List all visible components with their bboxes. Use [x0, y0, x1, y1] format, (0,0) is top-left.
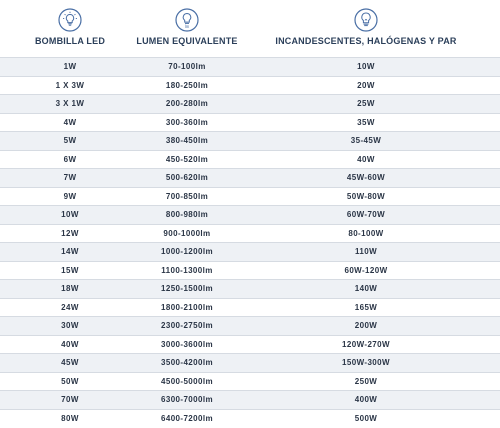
lumen-cell: 900-1000lm: [163, 228, 211, 238]
equivalent-watt-cell: 50W-80W: [346, 191, 386, 201]
lumen-cell: 800-980lm: [165, 210, 209, 219]
table-row: [0, 205, 500, 224]
led-watt-cell: 18W: [61, 284, 79, 293]
led-watt-cell: 7W: [63, 173, 77, 182]
led-watt-cell: 6W: [63, 154, 77, 164]
led-watt-cell: 30W: [61, 321, 79, 330]
equivalent-watt-cell: 25W: [357, 99, 375, 108]
led-bulb-icon: [58, 8, 82, 32]
table-row: [0, 242, 500, 261]
table-row: [0, 298, 500, 317]
lumen-icon-text: lm: [184, 24, 190, 30]
led-watt-cell: 14W: [61, 247, 79, 256]
header-led-label: BOMBILLA LED: [34, 36, 106, 46]
lumen-cell: 200-280lm: [165, 99, 209, 108]
equivalent-watt-cell: 35-45W: [350, 136, 382, 145]
lumen-cell: 500-620lm: [165, 173, 209, 182]
table-header: [0, 0, 500, 57]
table-row: [0, 57, 500, 76]
equivalent-watt-cell: 200W: [354, 321, 378, 330]
table-row: [0, 187, 500, 206]
equivalence-table: [0, 57, 500, 427]
equivalent-watt-cell: 500W: [354, 413, 378, 423]
led-watt-cell: 24W: [61, 302, 79, 312]
lumen-cell: 180-250lm: [165, 80, 209, 90]
lumen-cell: 450-520lm: [165, 154, 209, 164]
equivalent-watt-cell: 80-100W: [348, 228, 384, 238]
equivalent-watt-cell: 400W: [354, 395, 378, 404]
equivalent-watt-cell: 60W-120W: [344, 265, 388, 275]
equivalent-watt-cell: 250W: [354, 376, 378, 386]
table-row: [0, 168, 500, 187]
equivalent-watt-cell: 110W: [354, 247, 378, 256]
lumen-cell: 3000-3600lm: [161, 339, 213, 349]
led-watt-cell: 4W: [63, 117, 77, 127]
table-row: [0, 76, 500, 95]
header-col-led: [22, 0, 118, 57]
header-col-lumen: [130, 0, 244, 57]
lumen-cell: 6400-7200lm: [161, 413, 213, 423]
lumen-cell: 1250-1500lm: [161, 284, 213, 293]
led-watt-cell: 50W: [61, 376, 79, 386]
equivalent-watt-cell: 140W: [354, 284, 378, 293]
lumen-icon: [175, 8, 199, 32]
led-watt-cell: 1W: [63, 62, 77, 71]
lumen-cell: 1800-2100lm: [161, 302, 213, 312]
led-watt-cell: 40W: [61, 339, 79, 349]
led-watt-cell: 10W: [61, 210, 79, 219]
equivalent-watt-cell: 120W-270W: [342, 339, 390, 349]
lumen-cell: 1100-1300lm: [161, 265, 213, 275]
equivalent-watt-cell: 10W: [357, 62, 375, 71]
led-watt-cell: 80W: [61, 413, 79, 423]
table-row: [0, 353, 500, 372]
table-row: [0, 409, 500, 428]
led-watt-cell: 15W: [61, 265, 79, 275]
equivalent-watt-cell: 60W-70W: [346, 210, 386, 219]
lumen-cell: 3500-4200lm: [161, 358, 213, 367]
table-row: [0, 224, 500, 243]
led-watt-cell: 45W: [61, 358, 79, 367]
lumen-cell: 380-450lm: [165, 136, 209, 145]
lumen-cell: 1000-1200lm: [161, 247, 213, 256]
lumen-cell: 700-850lm: [165, 191, 209, 201]
header-lumen-label: LUMEN EQUIVALENTE: [136, 36, 238, 46]
table-row: [0, 113, 500, 132]
table-row: [0, 335, 500, 354]
equivalent-watt-cell: 35W: [357, 117, 375, 127]
equivalent-watt-cell: 45W-60W: [346, 173, 386, 182]
lumen-cell: 2300-2750lm: [161, 321, 213, 330]
led-watt-cell: 12W: [61, 228, 79, 238]
table-row: [0, 372, 500, 391]
header-col-incandescent: [268, 0, 464, 57]
table-row: [0, 279, 500, 298]
lumen-cell: 70-100lm: [168, 62, 206, 71]
table-row: [0, 261, 500, 280]
led-watt-cell: 3 X 1W: [55, 99, 85, 108]
table-row: [0, 150, 500, 169]
led-watt-cell: 1 X 3W: [55, 80, 85, 90]
led-watt-cell: 70W: [61, 395, 79, 404]
equivalent-watt-cell: 150W-300W: [342, 358, 390, 367]
lumen-cell: 300-360lm: [165, 117, 209, 127]
equivalent-watt-cell: 40W: [357, 154, 375, 164]
header-incandescent-label: INCANDESCENTES, HALÓGENAS Y PAR: [275, 36, 457, 46]
incandescent-bulb-icon: [354, 8, 378, 32]
lumen-cell: 4500-5000lm: [161, 376, 213, 386]
equivalent-watt-cell: 20W: [357, 80, 375, 90]
table-row: [0, 131, 500, 150]
led-watt-cell: 5W: [63, 136, 77, 145]
table-row: [0, 316, 500, 335]
lumen-cell: 6300-7000lm: [161, 395, 213, 404]
led-watt-cell: 9W: [63, 191, 77, 201]
table-row: [0, 94, 500, 113]
table-row: [0, 390, 500, 409]
equivalent-watt-cell: 165W: [354, 302, 378, 312]
